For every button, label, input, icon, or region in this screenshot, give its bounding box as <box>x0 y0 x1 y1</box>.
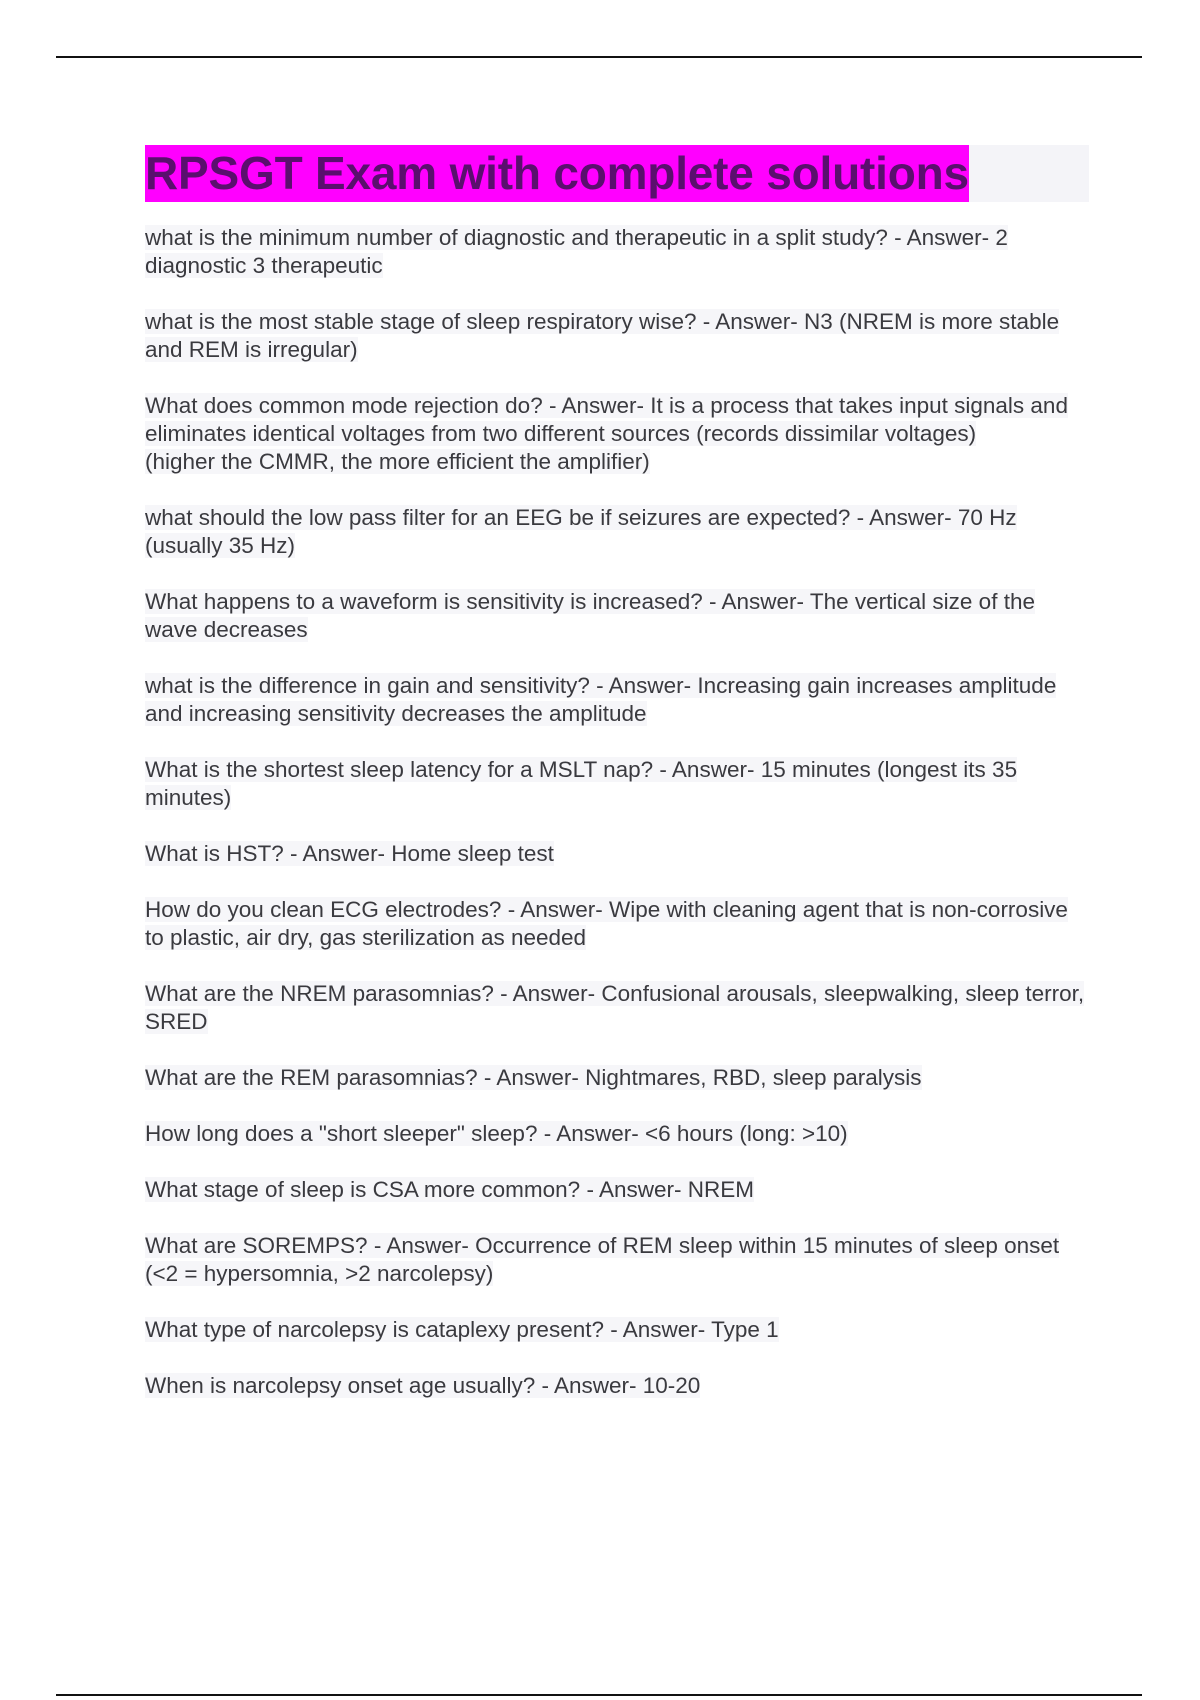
qa-text: what is the difference in gain and sensitivity? - Answer- Increasing gain increases amplitude and increasing sensitivity decreases the amplitude <box>145 673 1057 726</box>
page-content <box>145 145 1089 1428</box>
title-band <box>145 145 1089 202</box>
qa-item <box>145 1176 1089 1204</box>
qa-text: How long does a "short sleeper" sleep? - Answer- <6 hours (long: >10) <box>145 1121 848 1146</box>
top-rule <box>56 56 1142 58</box>
qa-item <box>145 672 1089 728</box>
qa-text: When is narcolepsy onset age usually? - Answer- 10-20 <box>145 1373 701 1398</box>
qa-text: What are SOREMPS? - Answer- Occurrence of REM sleep within 15 minutes of sleep onset (<2 = hypersomnia, >2 narcolepsy) <box>145 1233 1060 1286</box>
qa-item <box>145 392 1089 476</box>
qa-item <box>145 1064 1089 1092</box>
qa-text: What type of narcolepsy is cataplexy present? - Answer- Type 1 <box>145 1317 779 1342</box>
qa-item <box>145 224 1089 280</box>
qa-item <box>145 980 1089 1036</box>
qa-text: What does common mode rejection do? - Answer- It is a process that takes input signals and eliminates identical voltages from two different sources (records dissimilar voltages) <box>145 393 1068 446</box>
qa-item <box>145 756 1089 812</box>
qa-item <box>145 1232 1089 1288</box>
qa-item <box>145 1120 1089 1148</box>
qa-extra-text: (higher the CMMR, the more efficient the amplifier) <box>145 449 650 474</box>
qa-text: What is the shortest sleep latency for a MSLT nap? - Answer- 15 minutes (longest its 35 minutes) <box>145 757 1018 810</box>
qa-item <box>145 1372 1089 1400</box>
qa-text: How do you clean ECG electrodes? - Answer- Wipe with cleaning agent that is non-corrosive to plastic, air dry, gas sterilization as needed <box>145 897 1068 950</box>
qa-text: what is the most stable stage of sleep respiratory wise? - Answer- N3 (NREM is more stable and REM is irregular) <box>145 309 1060 362</box>
qa-item <box>145 504 1089 560</box>
qa-item <box>145 840 1089 868</box>
bottom-rule <box>56 1694 1142 1696</box>
qa-text: What happens to a waveform is sensitivity is increased? - Answer- The vertical size of the wave decreases <box>145 589 1035 642</box>
qa-text: What are the REM parasomnias? - Answer- Nightmares, RBD, sleep paralysis <box>145 1065 922 1090</box>
qa-item <box>145 588 1089 644</box>
qa-text: What are the NREM parasomnias? - Answer- Confusional arousals, sleepwalking, sleep terror, SRED <box>145 981 1085 1034</box>
qa-item <box>145 896 1089 952</box>
qa-text: what should the low pass filter for an EEG be if seizures are expected? - Answer- 70 Hz (usually 35 Hz) <box>145 505 1017 558</box>
qa-text: What is HST? - Answer- Home sleep test <box>145 841 554 866</box>
qa-item <box>145 1316 1089 1344</box>
document-title: RPSGT Exam with complete solutions <box>145 145 969 202</box>
qa-list <box>145 224 1089 1400</box>
qa-text: What stage of sleep is CSA more common? - Answer- NREM <box>145 1177 754 1202</box>
qa-text: what is the minimum number of diagnostic and therapeutic in a split study? - Answer- 2 diagnostic 3 therapeutic <box>145 225 1008 278</box>
qa-item <box>145 308 1089 364</box>
